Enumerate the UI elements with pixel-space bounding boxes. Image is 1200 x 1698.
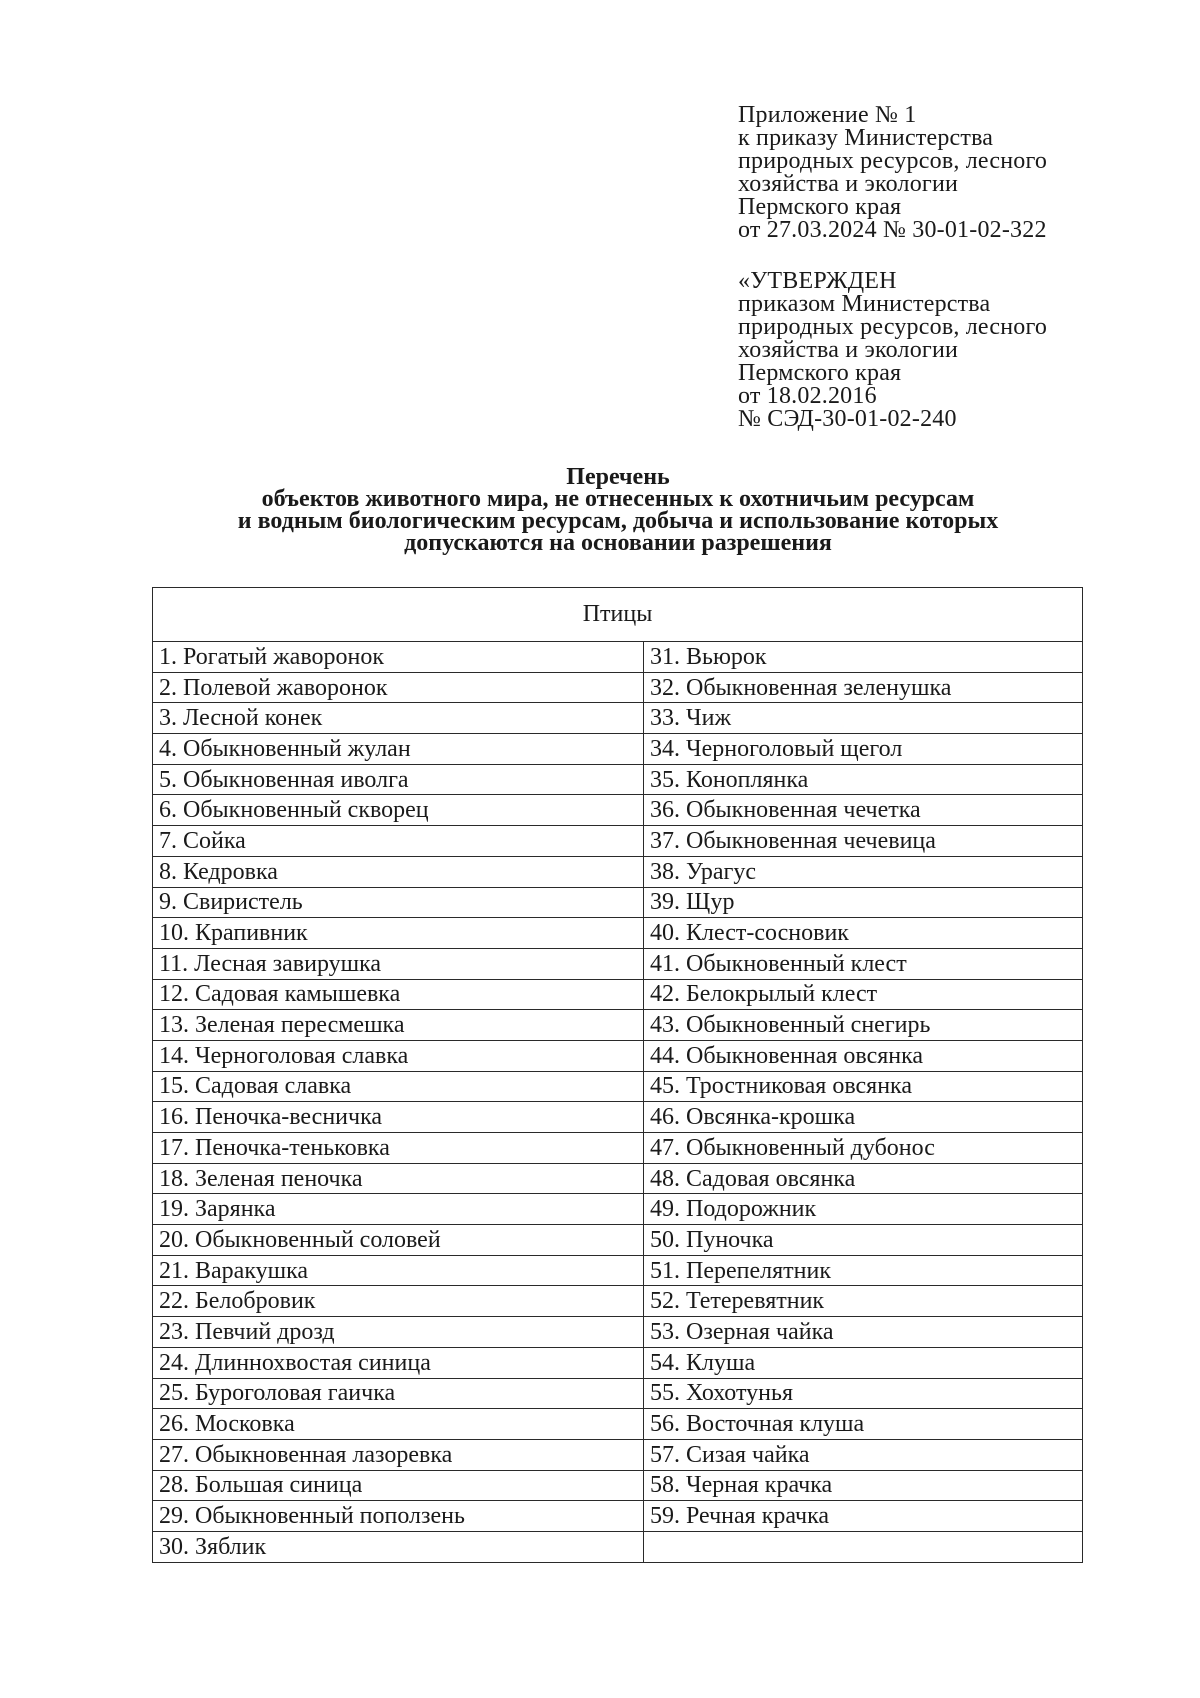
bird-cell-left: 8. Кедровка bbox=[153, 856, 644, 887]
bird-cell-right: 55. Хохотунья bbox=[644, 1378, 1083, 1409]
bird-cell-left: 24. Длиннохвостая синица bbox=[153, 1347, 644, 1378]
table-row bbox=[153, 1470, 1083, 1501]
title-line: и водным биологическим ресурсам, добыча и использование которых bbox=[237, 508, 999, 534]
table-row bbox=[153, 979, 1083, 1010]
appendix-reference bbox=[738, 104, 1158, 242]
title-line: объектов животного мира, не отнесенных к охотничьим ресурсам bbox=[261, 486, 975, 512]
approval-line: природных ресурсов, лесного bbox=[738, 314, 1048, 340]
bird-cell-left: 18. Зеленая пеночка bbox=[153, 1163, 644, 1194]
bird-cell-right: 42. Белокрылый клест bbox=[644, 979, 1083, 1010]
bird-cell-left: 11. Лесная завирушка bbox=[153, 948, 644, 979]
bird-cell-right: 34. Черноголовый щегол bbox=[644, 734, 1083, 765]
table-row bbox=[153, 734, 1083, 765]
table-row bbox=[153, 1531, 1083, 1562]
table-row bbox=[153, 826, 1083, 857]
bird-cell-left: 29. Обыкновенный поползень bbox=[153, 1501, 644, 1532]
appendix-line: от 27.03.2024 № 30-01-02-322 bbox=[738, 217, 1047, 243]
table-row bbox=[153, 1317, 1083, 1348]
approval-line: от 18.02.2016 bbox=[738, 383, 877, 409]
bird-cell-left: 1. Рогатый жаворонок bbox=[153, 642, 644, 673]
bird-cell-right: 49. Подорожник bbox=[644, 1194, 1083, 1225]
table-row bbox=[153, 764, 1083, 795]
appendix-line: Приложение № 1 bbox=[738, 102, 917, 128]
bird-cell-left: 22. Белобровик bbox=[153, 1286, 644, 1317]
table-row bbox=[153, 1194, 1083, 1225]
table-row bbox=[153, 1071, 1083, 1102]
title-line: Перечень bbox=[566, 464, 670, 490]
bird-cell-left: 27. Обыкновенная лазоревка bbox=[153, 1439, 644, 1470]
table-row bbox=[153, 1225, 1083, 1256]
bird-cell-left: 2. Полевой жаворонок bbox=[153, 672, 644, 703]
table-row bbox=[153, 948, 1083, 979]
appendix-line: хозяйства и экологии bbox=[738, 171, 959, 197]
bird-cell-right: 40. Клест-сосновик bbox=[644, 918, 1083, 949]
table-row bbox=[153, 887, 1083, 918]
table-row bbox=[153, 856, 1083, 887]
bird-cell-left: 17. Пеночка-теньковка bbox=[153, 1133, 644, 1164]
bird-cell-right: 36. Обыкновенная чечетка bbox=[644, 795, 1083, 826]
appendix-line: Пермского края bbox=[738, 194, 902, 220]
appendix-line: к приказу Министерства bbox=[738, 125, 994, 151]
bird-cell-right: 35. Коноплянка bbox=[644, 764, 1083, 795]
bird-cell-left: 30. Зяблик bbox=[153, 1531, 644, 1562]
table-row bbox=[153, 1501, 1083, 1532]
bird-cell-left: 4. Обыкновенный жулан bbox=[153, 734, 644, 765]
bird-cell-left: 25. Буроголовая гаичка bbox=[153, 1378, 644, 1409]
bird-cell-right: 57. Сизая чайка bbox=[644, 1439, 1083, 1470]
table-row bbox=[153, 1439, 1083, 1470]
appendix-line: природных ресурсов, лесного bbox=[738, 148, 1048, 174]
bird-cell-right: 31. Вьюрок bbox=[644, 642, 1083, 673]
table-row bbox=[153, 795, 1083, 826]
bird-cell-left: 19. Зарянка bbox=[153, 1194, 644, 1225]
bird-cell-left: 26. Московка bbox=[153, 1409, 644, 1440]
bird-cell-left: 21. Варакушка bbox=[153, 1255, 644, 1286]
bird-cell-left: 9. Свиристель bbox=[153, 887, 644, 918]
bird-cell-left: 13. Зеленая пересмешка bbox=[153, 1010, 644, 1041]
table-row bbox=[153, 918, 1083, 949]
birds-table bbox=[152, 587, 1083, 1563]
bird-cell-right: 44. Обыкновенная овсянка bbox=[644, 1040, 1083, 1071]
bird-cell-right: 50. Пуночка bbox=[644, 1225, 1083, 1256]
bird-cell-left: 10. Крапивник bbox=[153, 918, 644, 949]
bird-cell-right: 46. Овсянка-крошка bbox=[644, 1102, 1083, 1133]
table-row bbox=[153, 1286, 1083, 1317]
approval-stamp bbox=[738, 270, 1158, 431]
bird-cell-left: 15. Садовая славка bbox=[153, 1071, 644, 1102]
table-row bbox=[153, 1347, 1083, 1378]
table-row bbox=[153, 1133, 1083, 1164]
bird-cell-left: 20. Обыкновенный соловей bbox=[153, 1225, 644, 1256]
table-row bbox=[153, 1163, 1083, 1194]
approval-line: «УТВЕРЖДЕН bbox=[738, 268, 897, 294]
bird-cell-right: 54. Клуша bbox=[644, 1347, 1083, 1378]
bird-cell-right: 45. Тростниковая овсянка bbox=[644, 1071, 1083, 1102]
approval-line: приказом Министерства bbox=[738, 291, 991, 317]
table-row bbox=[153, 642, 1083, 673]
table-row bbox=[153, 703, 1083, 734]
bird-cell-right: 52. Тетеревятник bbox=[644, 1286, 1083, 1317]
bird-cell-right: 53. Озерная чайка bbox=[644, 1317, 1083, 1348]
bird-cell-left: 12. Садовая камышевка bbox=[153, 979, 644, 1010]
bird-cell-left: 6. Обыкновенный скворец bbox=[153, 795, 644, 826]
table-header-row bbox=[153, 588, 1083, 642]
table-row bbox=[153, 672, 1083, 703]
bird-cell-left: 5. Обыкновенная иволга bbox=[153, 764, 644, 795]
table-row bbox=[153, 1040, 1083, 1071]
approval-line: хозяйства и экологии bbox=[738, 337, 959, 363]
document-title bbox=[0, 466, 1200, 554]
bird-cell-left: 7. Сойка bbox=[153, 826, 644, 857]
bird-cell-right: 47. Обыкновенный дубонос bbox=[644, 1133, 1083, 1164]
title-line: допускаются на основании разрешения bbox=[404, 530, 832, 556]
bird-cell-right: 59. Речная крачка bbox=[644, 1501, 1083, 1532]
bird-cell-right: 41. Обыкновенный клест bbox=[644, 948, 1083, 979]
bird-cell-right: 48. Садовая овсянка bbox=[644, 1163, 1083, 1194]
table-row bbox=[153, 1378, 1083, 1409]
bird-cell-left: 3. Лесной конек bbox=[153, 703, 644, 734]
table-header-birds: Птицы bbox=[153, 588, 1083, 642]
bird-cell-right bbox=[644, 1531, 1083, 1562]
table-row bbox=[153, 1102, 1083, 1133]
bird-cell-left: 16. Пеночка-весничка bbox=[153, 1102, 644, 1133]
bird-cell-right: 38. Урагус bbox=[644, 856, 1083, 887]
bird-cell-left: 28. Большая синица bbox=[153, 1470, 644, 1501]
table-body bbox=[153, 642, 1083, 1563]
bird-cell-right: 33. Чиж bbox=[644, 703, 1083, 734]
bird-cell-right: 39. Щур bbox=[644, 887, 1083, 918]
approval-line: Пермского края bbox=[738, 360, 902, 386]
approval-line: № СЭД-30-01-02-240 bbox=[738, 406, 957, 432]
bird-cell-left: 14. Черноголовая славка bbox=[153, 1040, 644, 1071]
bird-cell-right: 43. Обыкновенный снегирь bbox=[644, 1010, 1083, 1041]
bird-cell-right: 58. Черная крачка bbox=[644, 1470, 1083, 1501]
table-row bbox=[153, 1255, 1083, 1286]
bird-cell-right: 51. Перепелятник bbox=[644, 1255, 1083, 1286]
table-row bbox=[153, 1010, 1083, 1041]
table-row bbox=[153, 1409, 1083, 1440]
bird-cell-right: 37. Обыкновенная чечевица bbox=[644, 826, 1083, 857]
bird-cell-right: 32. Обыкновенная зеленушка bbox=[644, 672, 1083, 703]
bird-cell-left: 23. Певчий дрозд bbox=[153, 1317, 644, 1348]
bird-cell-right: 56. Восточная клуша bbox=[644, 1409, 1083, 1440]
